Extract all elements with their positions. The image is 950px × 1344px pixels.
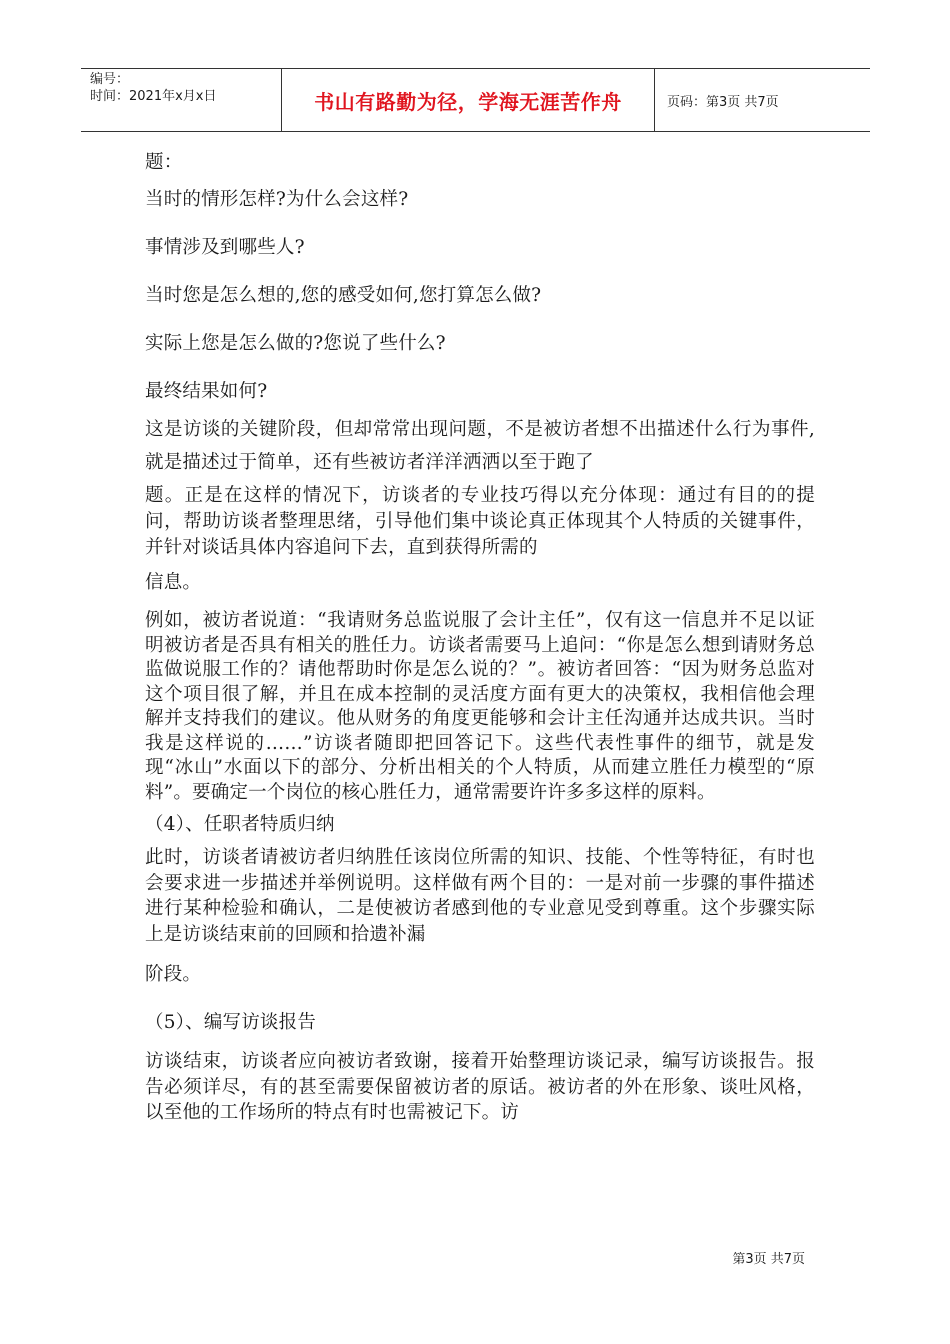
section-heading: （4）、任职者特质归纳	[145, 814, 335, 835]
body-line: 当时的情形怎样?为什么会这样?	[145, 189, 409, 210]
body-line: 实际上您是怎么做的?您说了些什么?	[145, 333, 446, 354]
paragraph: 此时，访谈者请被访者归纳胜任该岗位所需的知识、技能、个性等特征，有时也会要求进一步描述并举例说明。这样做有两个目的：一是对前一步骤的事件描述进行某种检验和确认，二是使被访者感到他的专业意见受到尊重。这个步骤实际上是访谈结束前的回顾和拾遗补漏	[145, 847, 815, 945]
paragraph: 例如，被访者说道：“我请财务总监说服了会计主任”，仅有这一信息并不足以证明被访者是否具有相关的胜任力。访谈者需要马上追问：“你是怎么想到请财务总监做说服工作的？请他帮助时你是怎么说的？”。被访者回答：“因为财务总监对这个项目很了解，并且在成本控制的灵活度方面有更大的决策权，我相信他会理解并支持我们的建议。他从财务的角度更能够和会计主任沟通并达成共识。当时我是这样说的……”访谈者随即把回答记下。这些代表性事件的细节，就是发现“冰山”水面以下的部分、分析出相关的个人特质，从而建立胜任力模型的“原料”。要确定一个岗位的核心胜任力，通常需要许许多多这样的原料。	[145, 610, 815, 803]
page-header	[81, 68, 870, 132]
body-line: 事情涉及到哪些人?	[145, 237, 305, 258]
header-page-info: 页码：第3页 共7页	[667, 94, 779, 110]
body-line: 当时您是怎么想的,您的感受如何,您打算怎么做?	[145, 285, 542, 306]
paragraph-end: 阶段。	[145, 964, 202, 985]
paragraph: 这是访谈的关键阶段，但却常常出现问题，不是被访者想不出描述什么行为事件,就是描述过于简单，还有些被访者洋洋洒洒以至于跑了	[145, 419, 815, 473]
paragraph: 题。正是在这样的情况下，访谈者的专业技巧得以充分体现：通过有目的的提问，帮助访谈者整理思绪，引导他们集中谈论真正体现其个人特质的关键事件，并针对谈话具体内容追问下去，直到获得所需的	[145, 485, 815, 558]
paragraph: 访谈结束，访谈者应向被访者致谢，接着开始整理访谈记录，编写访谈报告。报告必须详尽，有的甚至需要保留被访者的原话。被访者的外在形象、谈吐风格，以至他的工作场所的特点有时也需被记下。访	[145, 1051, 815, 1123]
section-heading: （5）、编写访谈报告	[145, 1012, 317, 1033]
code-label: 编号：	[90, 72, 130, 87]
page-footer: 第3页 共7页	[732, 1252, 805, 1267]
body-line: 最终结果如何?	[145, 381, 268, 402]
header-motto: 书山有路勤为径，学海无涯苦作舟	[282, 69, 655, 131]
document-body	[145, 150, 815, 1126]
header-meta	[81, 69, 282, 131]
body-line: 题：	[145, 152, 183, 173]
paragraph-end: 信息。	[145, 572, 202, 593]
time-label: 时间：2021年x月x日	[90, 89, 217, 104]
